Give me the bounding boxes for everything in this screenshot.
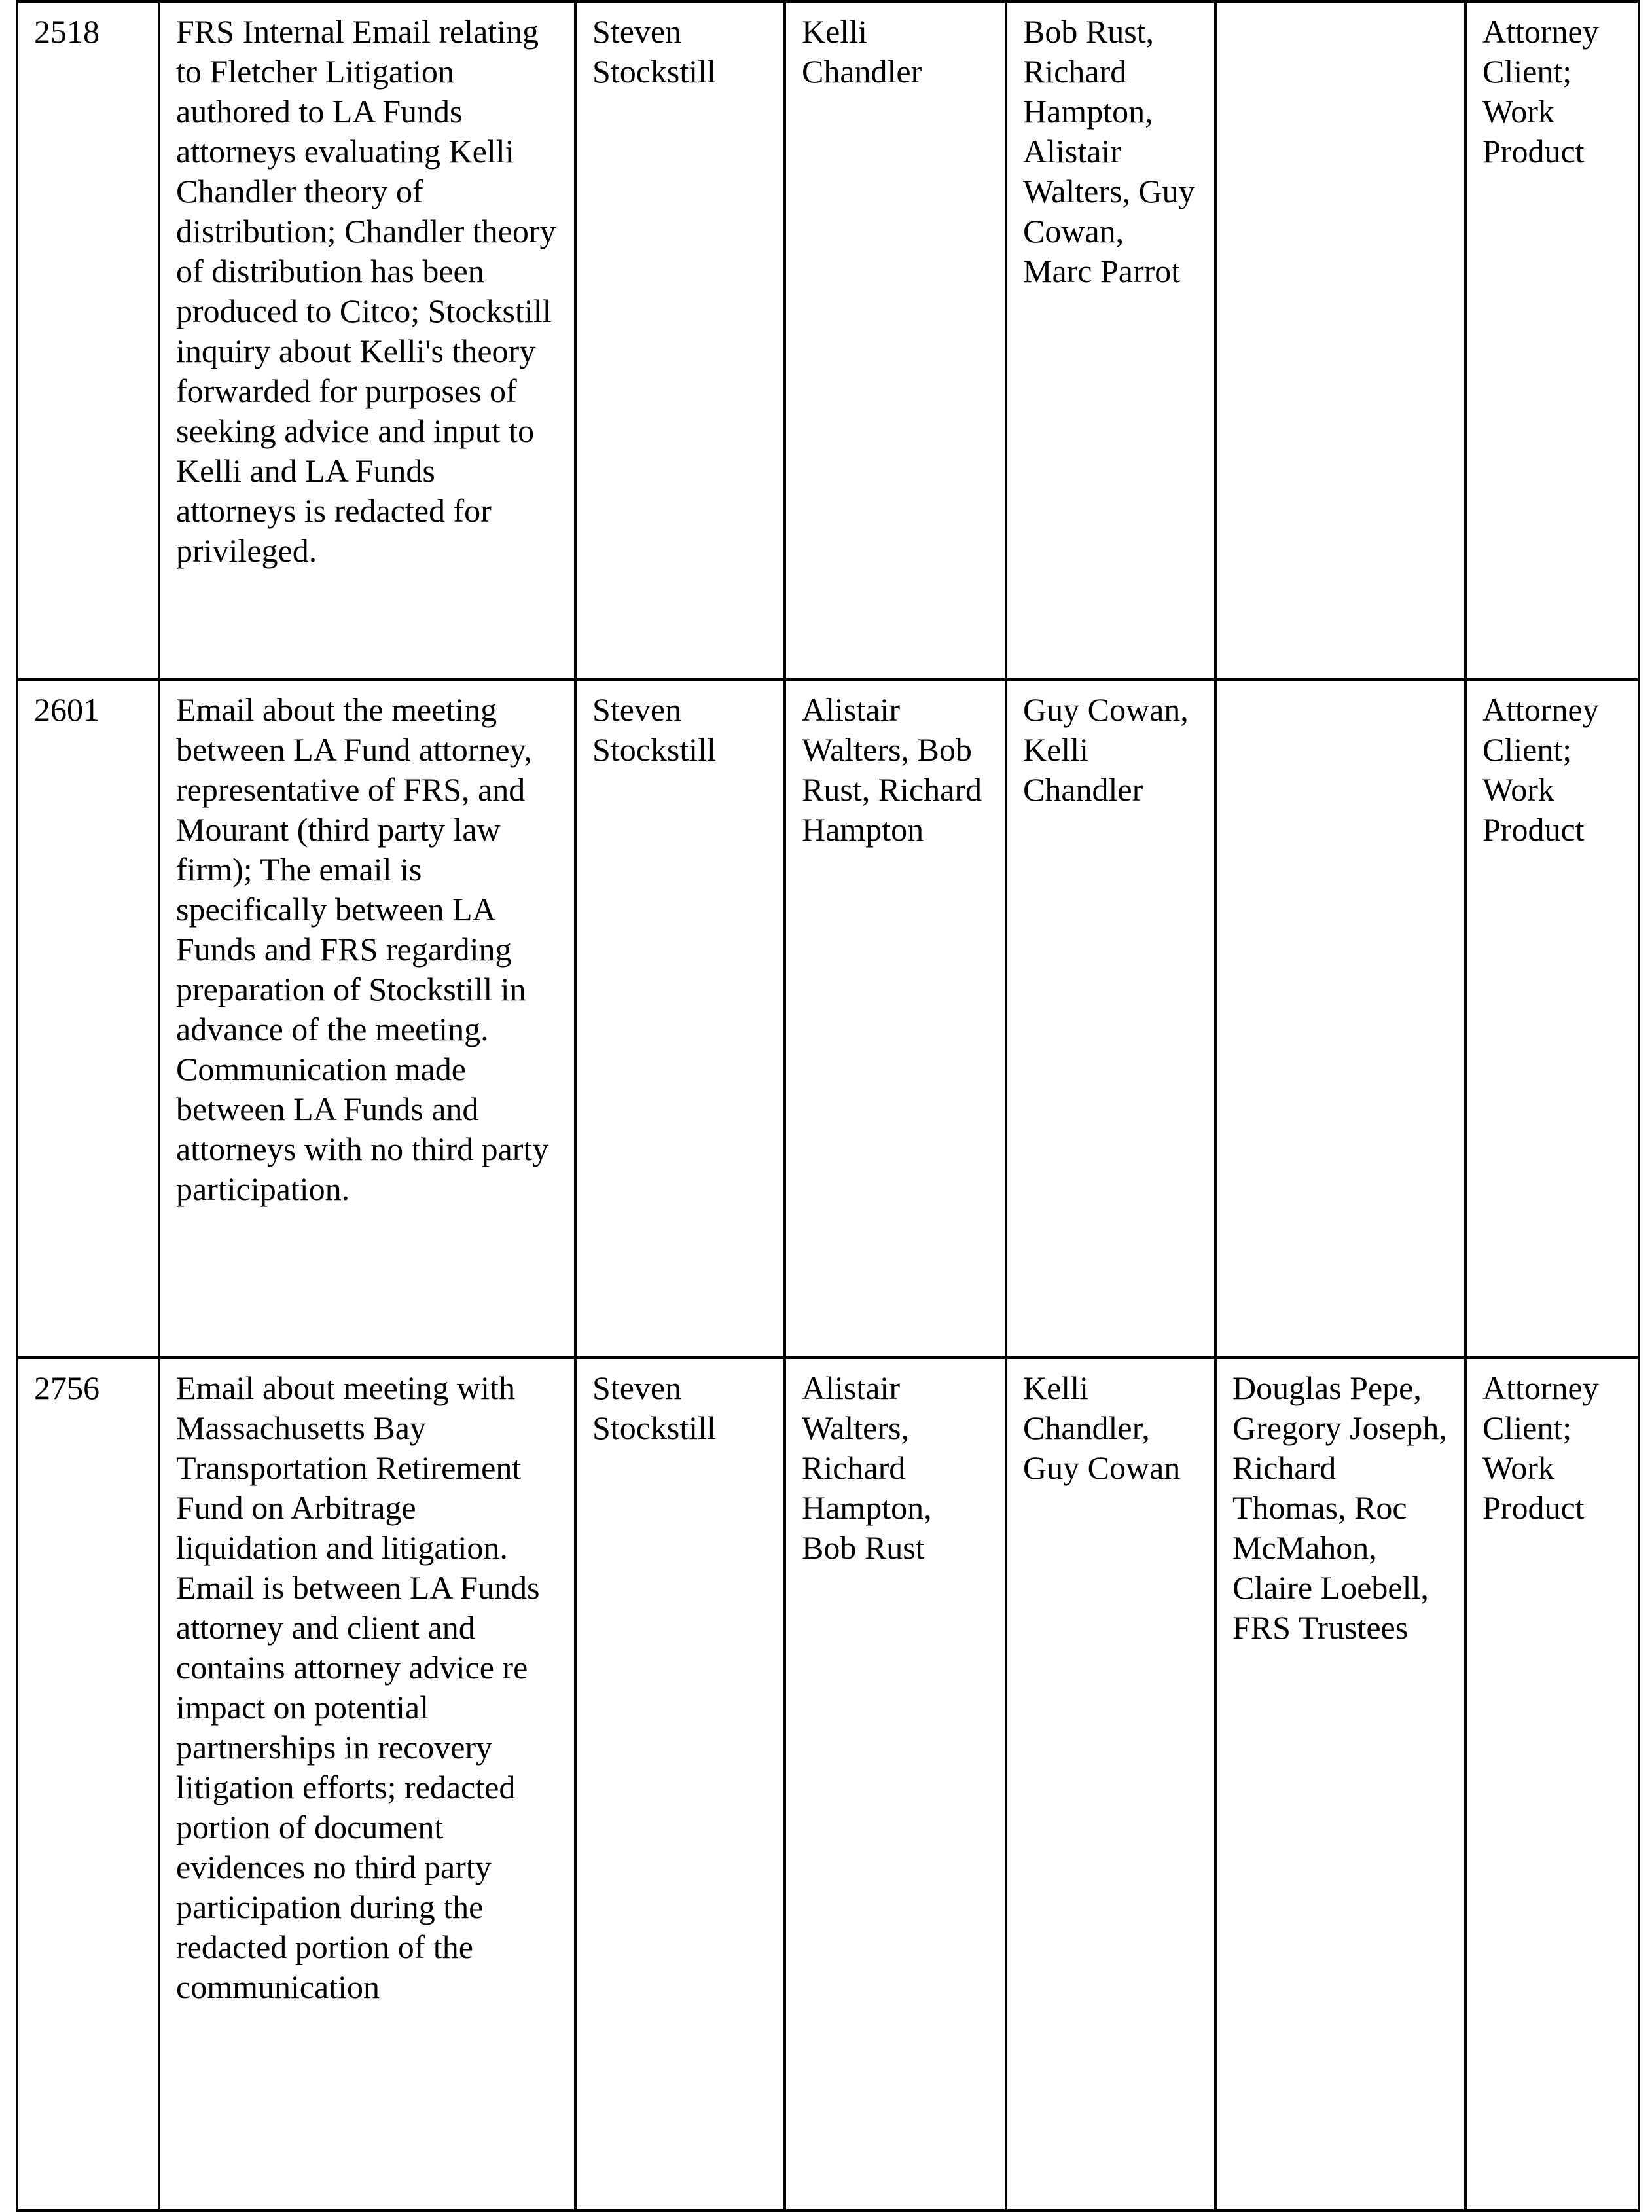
privilege-type-cell: Attorney Client; Work Product [1465, 1358, 1639, 2211]
table-row [17, 680, 1639, 1358]
author-cell: Steven Stockstill [575, 1, 785, 680]
description-cell: FRS Internal Email relating to Fletcher Litigation authored to LA Funds attorneys evaluating Kelli Chandler theory of distribution; Chandler theory of distribution has been produced to Citco; Stockstill inquiry about Kelli's theory forwarded for purposes of seeking advice and input to Kelli and LA Funds attorneys is redacted for privileged. [159, 1, 575, 680]
recipients-cell: Alistair Walters, Richard Hampton, Bob Rust [785, 1358, 1006, 2211]
privilege-type-cell: Attorney Client; Work Product [1465, 1, 1639, 680]
cc-cell: Bob Rust, Richard Hampton, Alistair Walters, Guy Cowan, Marc Parrot [1006, 1, 1215, 680]
other-recipients-cell [1215, 680, 1465, 1358]
author-cell: Steven Stockstill [575, 680, 785, 1358]
other-recipients-cell [1215, 1, 1465, 680]
recipients-cell: Alistair Walters, Bob Rust, Richard Hampton [785, 680, 1006, 1358]
other-recipients-cell: Douglas Pepe, Gregory Joseph, Richard Thomas, Roc McMahon, Claire Loebell, FRS Trustees [1215, 1358, 1465, 2211]
table-row [17, 1, 1639, 680]
privilege-type-cell: Attorney Client; Work Product [1465, 680, 1639, 1358]
description-cell: Email about meeting with Massachusetts Bay Transportation Retirement Fund on Arbitrage liquidation and litigation. Email is between LA Funds attorney and client and contains attorney advice re impact on potential partnerships in recovery litigation efforts; redacted portion of document evidences no third party participation during the redacted portion of the communication [159, 1358, 575, 2211]
privilege-log-table [16, 0, 1640, 2212]
description-cell: Email about the meeting between LA Fund attorney, representative of FRS, and Mourant (third party law firm); The email is specifically between LA Funds and FRS regarding preparation of Stockstill in advance of the meeting. Communication made between LA Funds and attorneys with no third party participation. [159, 680, 575, 1358]
document-id-cell: 2756 [17, 1358, 159, 2211]
cc-cell: Kelli Chandler, Guy Cowan [1006, 1358, 1215, 2211]
document-id-cell: 2518 [17, 1, 159, 680]
cc-cell: Guy Cowan, Kelli Chandler [1006, 680, 1215, 1358]
document-id-cell: 2601 [17, 680, 159, 1358]
table-row [17, 1358, 1639, 2211]
recipients-cell: Kelli Chandler [785, 1, 1006, 680]
author-cell: Steven Stockstill [575, 1358, 785, 2211]
